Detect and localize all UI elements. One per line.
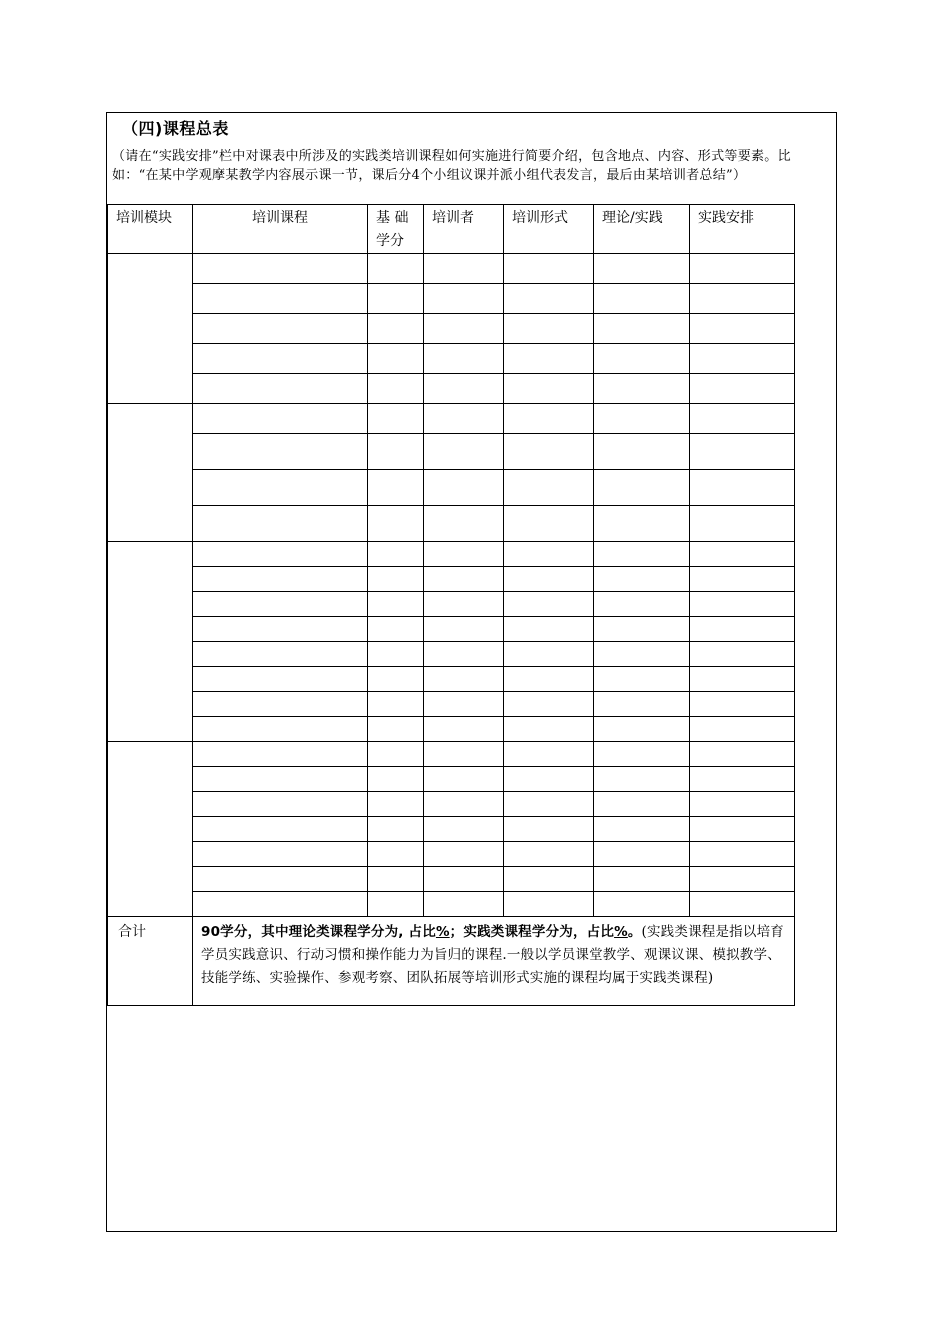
table-row — [108, 842, 795, 867]
table-cell[interactable] — [368, 542, 424, 567]
table-cell[interactable] — [368, 374, 424, 404]
table-cell[interactable] — [368, 792, 424, 817]
table-cell[interactable] — [690, 374, 795, 404]
table-row — [108, 692, 795, 717]
table-cell[interactable] — [193, 767, 368, 792]
table-cell[interactable] — [424, 817, 504, 842]
table-cell[interactable] — [193, 567, 368, 592]
table-row — [108, 314, 795, 344]
header-format: 培训形式 — [504, 205, 594, 254]
table-cell[interactable] — [424, 617, 504, 642]
table-cell[interactable] — [193, 692, 368, 717]
table-cell[interactable] — [368, 506, 424, 542]
section-title: （四)课程总表 — [122, 119, 229, 138]
table-cell[interactable] — [594, 314, 690, 344]
table-cell[interactable] — [424, 404, 504, 434]
header-credit: 基 础 学分 — [368, 205, 424, 254]
table-cell[interactable] — [368, 434, 424, 470]
table-cell[interactable] — [504, 374, 594, 404]
table-row — [108, 742, 795, 767]
table-cell[interactable] — [368, 642, 424, 667]
table-cell[interactable] — [193, 506, 368, 542]
module-cell[interactable] — [108, 404, 193, 542]
module-cell[interactable] — [108, 254, 193, 404]
table-cell[interactable] — [594, 567, 690, 592]
table-row — [108, 506, 795, 542]
table-row — [108, 867, 795, 892]
table-cell[interactable] — [594, 892, 690, 917]
total-label: 合计 — [108, 917, 193, 1006]
table-row — [108, 344, 795, 374]
table-row — [108, 667, 795, 692]
table-cell[interactable] — [368, 692, 424, 717]
table-row — [108, 792, 795, 817]
table-cell[interactable] — [193, 817, 368, 842]
total-note: (实践类课程是指以培育学员实践意识、行动习惯和操作能力为旨归的课程.一般以学员课堂教学、观课议课、模拟教学、技能学练、实验操作、参观考察、团队拓展等培训形式实施的课程均属于实践类课程) — [201, 924, 784, 986]
table-cell[interactable] — [690, 742, 795, 767]
table-cell[interactable] — [504, 434, 594, 470]
table-cell[interactable] — [424, 667, 504, 692]
header-trainer: 培训者 — [424, 205, 504, 254]
table-cell[interactable] — [690, 542, 795, 567]
table-cell[interactable] — [504, 404, 594, 434]
table-cell[interactable] — [690, 254, 795, 284]
total-pct-1: % — [435, 924, 450, 940]
table-cell[interactable] — [594, 692, 690, 717]
table-cell[interactable] — [690, 867, 795, 892]
table-cell[interactable] — [504, 667, 594, 692]
course-table — [107, 204, 795, 1006]
table-cell[interactable] — [193, 404, 368, 434]
table-cell[interactable] — [193, 284, 368, 314]
table-cell[interactable] — [424, 792, 504, 817]
table-cell[interactable] — [594, 867, 690, 892]
table-cell[interactable] — [504, 892, 594, 917]
table-cell[interactable] — [504, 254, 594, 284]
table-cell[interactable] — [690, 892, 795, 917]
table-cell[interactable] — [368, 314, 424, 344]
table-cell[interactable] — [193, 374, 368, 404]
table-cell[interactable] — [690, 404, 795, 434]
table-cell[interactable] — [594, 742, 690, 767]
table-row — [108, 542, 795, 567]
table-cell[interactable] — [504, 314, 594, 344]
table-cell[interactable] — [504, 567, 594, 592]
table-cell[interactable] — [504, 592, 594, 617]
table-cell[interactable] — [690, 717, 795, 742]
table-cell[interactable] — [424, 470, 504, 506]
table-cell[interactable] — [504, 717, 594, 742]
table-cell[interactable] — [504, 284, 594, 314]
table-cell[interactable] — [504, 817, 594, 842]
table-cell[interactable] — [504, 542, 594, 567]
table-row — [108, 470, 795, 506]
table-row — [108, 284, 795, 314]
table-cell[interactable] — [193, 667, 368, 692]
table-row — [108, 254, 795, 284]
total-bold-3: ；实践类课程学分为，占比 — [449, 924, 615, 940]
table-cell[interactable] — [690, 314, 795, 344]
table-cell[interactable] — [504, 506, 594, 542]
table-cell[interactable] — [504, 792, 594, 817]
table-cell[interactable] — [504, 742, 594, 767]
table-cell[interactable] — [424, 314, 504, 344]
table-cell[interactable] — [424, 506, 504, 542]
table-cell[interactable] — [424, 767, 504, 792]
table-row — [108, 567, 795, 592]
instructions-text: （请在“实践安排”栏中对课表中所涉及的实践类培训课程如何实施进行简要介绍，包含地点、内容、形式等要素。比如：“在某中学观摩某教学内容展示课一节，课后分4个小组议课并派小组代表发言，最后由某培训者总结”） — [112, 149, 791, 183]
table-cell[interactable] — [368, 344, 424, 374]
table-cell[interactable] — [368, 284, 424, 314]
table-cell[interactable] — [368, 404, 424, 434]
table-cell[interactable] — [368, 742, 424, 767]
table-row — [108, 617, 795, 642]
table-cell[interactable] — [424, 692, 504, 717]
table-body — [108, 254, 795, 1006]
header-course: 培训课程 — [193, 205, 368, 254]
table-cell[interactable] — [594, 404, 690, 434]
table-cell[interactable] — [368, 617, 424, 642]
table-cell[interactable] — [690, 692, 795, 717]
table-cell[interactable] — [368, 842, 424, 867]
table-cell[interactable] — [193, 867, 368, 892]
table-cell[interactable] — [690, 667, 795, 692]
table-cell[interactable] — [193, 254, 368, 284]
header-practice: 实践安排 — [690, 205, 795, 254]
table-cell[interactable] — [504, 617, 594, 642]
table-cell[interactable] — [504, 642, 594, 667]
table-cell[interactable] — [690, 506, 795, 542]
table-cell[interactable] — [368, 767, 424, 792]
table-cell[interactable] — [504, 867, 594, 892]
table-row — [108, 817, 795, 842]
table-cell[interactable] — [368, 867, 424, 892]
table-cell[interactable] — [368, 717, 424, 742]
table-cell[interactable] — [594, 506, 690, 542]
total-bold-2: , 占比 — [398, 924, 436, 940]
table-cell[interactable] — [690, 592, 795, 617]
table-cell[interactable] — [690, 284, 795, 314]
table-cell[interactable] — [594, 344, 690, 374]
table-cell[interactable] — [424, 284, 504, 314]
table-cell[interactable] — [690, 842, 795, 867]
header-type: 理论/实践 — [594, 205, 690, 254]
table-row — [108, 374, 795, 404]
total-bold-1: 90学分，其中理论类课程学分为 — [201, 924, 399, 940]
table-cell[interactable] — [594, 254, 690, 284]
table-cell[interactable] — [424, 254, 504, 284]
table-cell[interactable] — [424, 867, 504, 892]
table-cell[interactable] — [424, 542, 504, 567]
table-cell[interactable] — [424, 892, 504, 917]
table-cell[interactable] — [690, 817, 795, 842]
table-cell[interactable] — [594, 592, 690, 617]
module-cell[interactable] — [108, 542, 193, 742]
table-header-row — [108, 205, 795, 254]
table-cell[interactable] — [504, 842, 594, 867]
table-cell[interactable] — [368, 470, 424, 506]
table-cell[interactable] — [424, 344, 504, 374]
table-cell[interactable] — [690, 470, 795, 506]
table-cell[interactable] — [690, 767, 795, 792]
table-cell[interactable] — [368, 567, 424, 592]
table-row — [108, 642, 795, 667]
table-cell[interactable] — [193, 592, 368, 617]
table-cell[interactable] — [193, 892, 368, 917]
table-cell[interactable] — [368, 254, 424, 284]
table-cell[interactable] — [690, 792, 795, 817]
table-cell[interactable] — [193, 617, 368, 642]
total-bold-4: 。 — [627, 924, 642, 940]
table-cell[interactable] — [594, 374, 690, 404]
table-cell[interactable] — [594, 470, 690, 506]
table-row — [108, 434, 795, 470]
table-cell[interactable] — [424, 642, 504, 667]
table-cell[interactable] — [368, 892, 424, 917]
table-cell[interactable] — [594, 717, 690, 742]
table-cell[interactable] — [594, 284, 690, 314]
table-cell[interactable] — [193, 470, 368, 506]
total-description — [193, 917, 795, 1006]
table-cell[interactable] — [193, 434, 368, 470]
table-cell[interactable] — [690, 617, 795, 642]
table-cell[interactable] — [594, 642, 690, 667]
table-cell[interactable] — [504, 344, 594, 374]
table-cell[interactable] — [193, 542, 368, 567]
table-cell[interactable] — [193, 792, 368, 817]
table-cell[interactable] — [424, 717, 504, 742]
table-row — [108, 767, 795, 792]
header-module: 培训模块 — [108, 205, 193, 254]
table-cell[interactable] — [193, 344, 368, 374]
table-cell[interactable] — [594, 667, 690, 692]
module-cell[interactable] — [108, 742, 193, 917]
table-row — [108, 592, 795, 617]
table-cell[interactable] — [594, 842, 690, 867]
table-row — [108, 892, 795, 917]
table-cell[interactable] — [368, 817, 424, 842]
table-cell[interactable] — [193, 642, 368, 667]
table-cell[interactable] — [690, 642, 795, 667]
table-cell[interactable] — [424, 842, 504, 867]
table-cell[interactable] — [594, 617, 690, 642]
total-row — [108, 917, 795, 1006]
table-cell[interactable] — [690, 567, 795, 592]
table-cell[interactable] — [594, 434, 690, 470]
table-cell[interactable] — [368, 667, 424, 692]
table-cell[interactable] — [690, 344, 795, 374]
table-cell[interactable] — [504, 470, 594, 506]
table-cell[interactable] — [193, 842, 368, 867]
table-cell[interactable] — [594, 817, 690, 842]
total-pct-2: % — [614, 924, 628, 940]
table-cell[interactable] — [424, 434, 504, 470]
table-cell[interactable] — [424, 742, 504, 767]
table-cell[interactable] — [690, 434, 795, 470]
table-cell[interactable] — [193, 314, 368, 344]
table-cell[interactable] — [193, 742, 368, 767]
table-cell[interactable] — [504, 767, 594, 792]
table-cell[interactable] — [504, 692, 594, 717]
table-cell[interactable] — [368, 592, 424, 617]
table-cell[interactable] — [424, 567, 504, 592]
table-cell[interactable] — [424, 592, 504, 617]
table-cell[interactable] — [193, 717, 368, 742]
table-cell[interactable] — [594, 542, 690, 567]
table-row — [108, 717, 795, 742]
table-cell[interactable] — [594, 767, 690, 792]
table-cell[interactable] — [594, 792, 690, 817]
table-cell[interactable] — [424, 374, 504, 404]
table-row — [108, 404, 795, 434]
